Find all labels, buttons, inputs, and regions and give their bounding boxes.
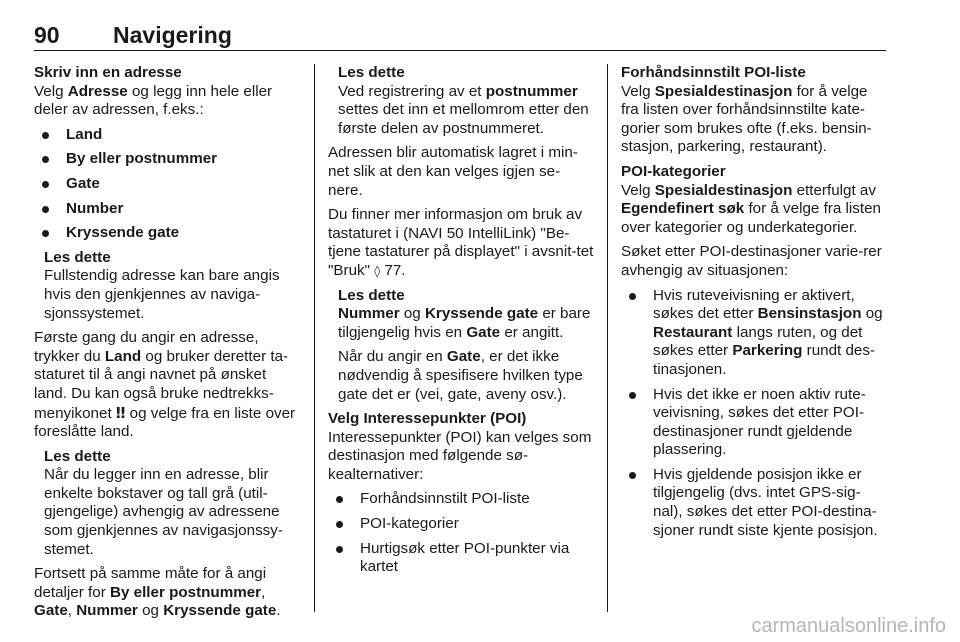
ui-term: Kryssende gate — [424, 305, 539, 323]
ui-term: Kryssende gate — [163, 602, 277, 620]
text: langs ruten, og det søkes etter — [653, 323, 863, 360]
note-box — [328, 64, 594, 138]
text: og velge fra en liste over foreslåtte land. — [34, 404, 296, 441]
text: , er det ikke nødvendig å spesifisere hvilken type gate det er (vei, gate, aveny osv.). — [338, 348, 583, 403]
list-item — [328, 515, 594, 534]
list-item-text: Land — [66, 125, 103, 143]
text: og — [861, 305, 883, 323]
bullet-icon — [629, 392, 636, 399]
text: og — [137, 602, 164, 620]
watermark: carmanualsonline.info — [751, 615, 946, 637]
paragraph — [34, 565, 300, 621]
note-paragraph — [338, 305, 594, 342]
text: . — [276, 602, 281, 620]
ui-term: Gate — [34, 602, 68, 620]
list-item — [621, 287, 887, 380]
column-divider-2 — [607, 64, 608, 612]
paragraph — [621, 64, 887, 157]
text: Velg — [621, 82, 655, 100]
list-item-text: Hvis det ikke er noen aktiv rute-veivisning, søkes det etter POI-destinasjoner rundt gjeldende plassering. — [653, 385, 866, 459]
text: Ved registrering av et — [338, 82, 486, 100]
list-item-text: Hurtigsøk etter POI-punkter via kartet — [360, 539, 570, 576]
bullet-icon — [336, 521, 343, 528]
text: er bare tilgjengelig hvis en — [338, 305, 591, 341]
page-number: 90 — [34, 22, 60, 48]
list-item — [621, 386, 887, 460]
text: for å velge fra listen over kategorier og underkategorier. — [621, 200, 881, 236]
paragraph — [328, 206, 594, 280]
bullet-icon — [336, 546, 343, 553]
text: etterfulgt av — [792, 181, 876, 199]
address-field-list — [34, 126, 300, 243]
text: Hvis ruteveivisning er aktivert, søkes det etter — [653, 286, 855, 323]
subheading: Velg Interessepunkter (POI) — [328, 410, 527, 428]
text: Velg — [621, 181, 655, 199]
list-item-text: By eller postnummer — [66, 150, 218, 168]
text: , — [261, 583, 266, 601]
ui-term: Gate — [466, 323, 501, 341]
ui-term: Egendefinert søk — [621, 200, 745, 218]
ui-term: Nummer — [76, 602, 138, 620]
list-item-text: Kryssende gate — [66, 224, 180, 242]
list-item — [621, 466, 887, 540]
text: Første gang du angir en adresse, trykker du — [34, 329, 259, 365]
note-title: Les dette — [44, 447, 111, 465]
list-item — [328, 490, 594, 509]
paragraph: Søket etter POI-destinasjoner varie-rer avhengig av situasjonen: — [621, 243, 882, 279]
list-item-text: Forhåndsinnstilt POI-liste — [360, 490, 530, 508]
text: for å velge fra listen over forhåndsinnstilte kate-gorier som brukes ofte (f.eks. bensin-stasjon, parkering, restaurant). — [621, 82, 872, 156]
paragraph — [34, 64, 300, 120]
note-title: Les dette — [338, 286, 405, 304]
note-box — [328, 287, 594, 405]
ui-term: Restaurant — [653, 323, 733, 341]
ui-term: Bensinstasjon — [757, 305, 862, 323]
bullet-icon — [42, 206, 49, 213]
subheading: POI-kategorier — [621, 162, 726, 180]
column-2 — [328, 64, 594, 583]
list-item — [328, 540, 594, 577]
paragraph — [621, 163, 887, 237]
bullet-icon — [629, 472, 636, 479]
list-item-text: Number — [66, 199, 124, 217]
column-3 — [621, 64, 887, 546]
ui-term: Gate — [446, 348, 481, 366]
paragraph: Adressen blir automatisk lagret i min-net slik at den kan velges igjen se-nere. — [328, 144, 578, 199]
note-text: Når du legger inn en adresse, blir enkelte bokstaver og tall grå (util-gjengelige) avhengig av adressene som gjenkjennes av navigasjonssy-stemet. — [44, 466, 283, 558]
text: settes det inn et mellomrom etter den første delen av postnummeret. — [338, 101, 589, 137]
note-title: Les dette — [44, 248, 111, 266]
ui-term: Spesialdestinasjon — [654, 181, 793, 199]
header-rule — [34, 50, 886, 51]
text: Du finner mer informasjon om bruk av tastaturet i (NAVI 50 IntelliLink) "Be-tjene tastaturer på displayet" i avsnit-tet "Bruk" — [328, 206, 594, 279]
text: Når du angir en — [338, 348, 447, 366]
note-box — [34, 249, 300, 323]
list-item — [34, 150, 300, 169]
list-item-text: POI-kategorier — [360, 515, 459, 533]
list-item — [34, 224, 300, 243]
ui-term: postnummer — [485, 82, 578, 100]
note-text: Fullstendig adresse kan bare angis hvis den gjenkjennes av naviga-sjonssystemet. — [44, 267, 280, 322]
paragraph — [34, 329, 300, 442]
note-box — [34, 448, 300, 560]
page-header — [34, 22, 886, 52]
note-paragraph — [338, 348, 594, 404]
ui-term: Adresse — [67, 82, 128, 100]
bullet-icon — [42, 230, 49, 237]
list-item-text: Hvis gjeldende posisjon ikke er tilgjengelig (dvs. intet GPS-sig-nal), søkes det etter POI-destina-sjoner rundt siste kjente posisjon. — [653, 465, 878, 539]
text: er angitt. — [500, 323, 564, 341]
bullet-icon — [336, 496, 343, 503]
bullet-icon — [42, 181, 49, 188]
list-item — [34, 200, 300, 219]
text: Interessepunkter (POI) kan velges som destinasjon med følgende sø-kealternativer: — [328, 428, 592, 483]
section-title: Navigering — [113, 22, 232, 48]
ui-term: Land — [104, 347, 142, 365]
ui-term: Parkering — [732, 342, 803, 360]
paragraph — [328, 410, 594, 484]
ui-term: Nummer — [338, 305, 400, 323]
text: og bruker deretter ta-staturet til å angi navnet på ønsket land. Du kan også bruke nedtrekks-menyikonet — [34, 347, 289, 422]
bullet-icon — [42, 132, 49, 139]
subheading: Forhåndsinnstilt POI-liste — [621, 64, 806, 81]
page-reference-icon: ◊ — [374, 263, 381, 278]
text: Velg — [34, 82, 68, 100]
bullet-icon — [42, 156, 49, 163]
poi-search-list — [621, 287, 887, 541]
text: Fortsett på samme måte for å angi detaljer for — [34, 565, 267, 601]
text: rundt des-tinasjonen. — [653, 342, 876, 378]
column-1 — [34, 64, 300, 627]
text: og — [399, 305, 425, 323]
text: og legg inn hele eller deler av adressen, f.eks.: — [34, 82, 273, 119]
subheading: Skriv inn en adresse — [34, 64, 182, 81]
list-item — [34, 126, 300, 145]
text: , — [67, 602, 77, 620]
column-divider-1 — [314, 64, 315, 612]
note-title: Les dette — [338, 64, 405, 81]
list-item — [34, 175, 300, 194]
page-reference: 77. — [380, 261, 406, 279]
bullet-icon — [629, 293, 636, 300]
ui-term: Spesialdestinasjon — [654, 82, 793, 100]
poi-option-list — [328, 490, 594, 576]
ui-term: By eller postnummer — [109, 583, 262, 601]
list-item-text: Gate — [66, 174, 100, 192]
dropdown-menu-icon: ‼ — [115, 403, 126, 422]
